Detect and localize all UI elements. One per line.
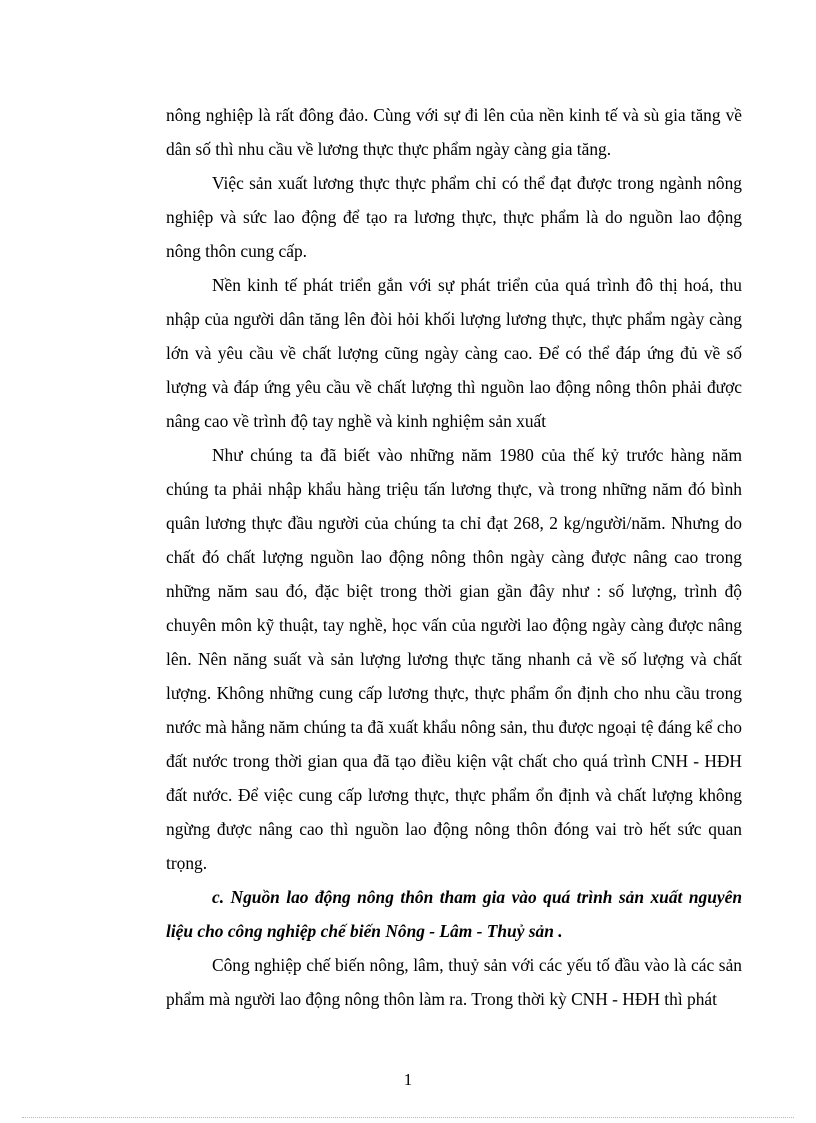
page-bottom-divider (22, 1117, 794, 1118)
paragraph-food-history: Như chúng ta đã biết vào những năm 1980 của thế kỷ trước hàng năm chúng ta phải nhập khẩu hàng triệu tấn lương thực, và trong những năm đó bình quân lương thực đầu người của chúng ta chỉ đạt 268, 2 kg/người/năm. Nhưng do chất đó chất lượng nguồn lao động nông thôn ngày càng được nâng cao trong những năm sau đó, đặc biệt trong thời gian gần đây như : số lượng, trình độ chuyên môn kỹ thuật, tay nghề, học vấn của người lao động ngày càng được nâng lên. Nên năng suất và sản lượng lương thực tăng nhanh cả về số lượng và chất lượng. Không những cung cấp lương thực, thực phẩm ổn định cho nhu cầu trong nước mà hằng năm chúng ta đã xuất khẩu nông sản, thu được ngoại tệ đáng kể cho đất nước trong thời gian qua đã tạo điều kiện vật chất cho quá trình CNH - HĐH đất nước. Để việc cung cấp lương thực, thực phẩm ổn định và chất lượng không ngừng được nâng cao thì nguồn lao động nông thôn đóng vai trò hết sức quan trọng. (166, 445, 742, 873)
paragraph-processing-industry: Công nghiệp chế biến nông, lâm, thuỷ sản với các yếu tố đầu vào là các sản phẩm mà người lao động nông thôn làm ra. Trong thời kỳ CNH - HĐH thì phát (166, 955, 742, 1009)
body-text (166, 98, 742, 1016)
section-heading-c: c. Nguồn lao động nông thôn tham gia vào quá trình sản xuất nguyên liệu cho công nghiệp chế biến Nông - Lâm - Thuỷ sản . (166, 887, 742, 941)
paragraph-food-production: Việc sản xuất lương thực thực phẩm chỉ có thể đạt được trong ngành nông nghiệp và sức lao động để tạo ra lương thực, thực phẩm là do nguồn lao động nông thôn cung cấp. (166, 173, 742, 261)
page-number: 1 (403, 1070, 413, 1089)
paragraph-economic-development: Nền kinh tế phát triển gắn với sự phát triển của quá trình đô thị hoá, thu nhập của người dân tăng lên đòi hỏi khối lượng lương thực, thực phẩm ngày càng lớn và yêu cầu về chất lượng cũng ngày càng cao. Để có thể đáp ứng đủ về số lượng và đáp ứng yêu cầu về chất lượng thì nguồn lao động nông thôn phải được nâng cao về trình độ tay nghề và kinh nghiệm sản xuất (166, 275, 742, 431)
paragraph-continuation: nông nghiệp là rất đông đảo. Cùng với sự đi lên của nền kinh tế và sù gia tăng về dân số thì nhu cầu về lương thực thực phẩm ngày càng gia tăng. (166, 105, 742, 159)
